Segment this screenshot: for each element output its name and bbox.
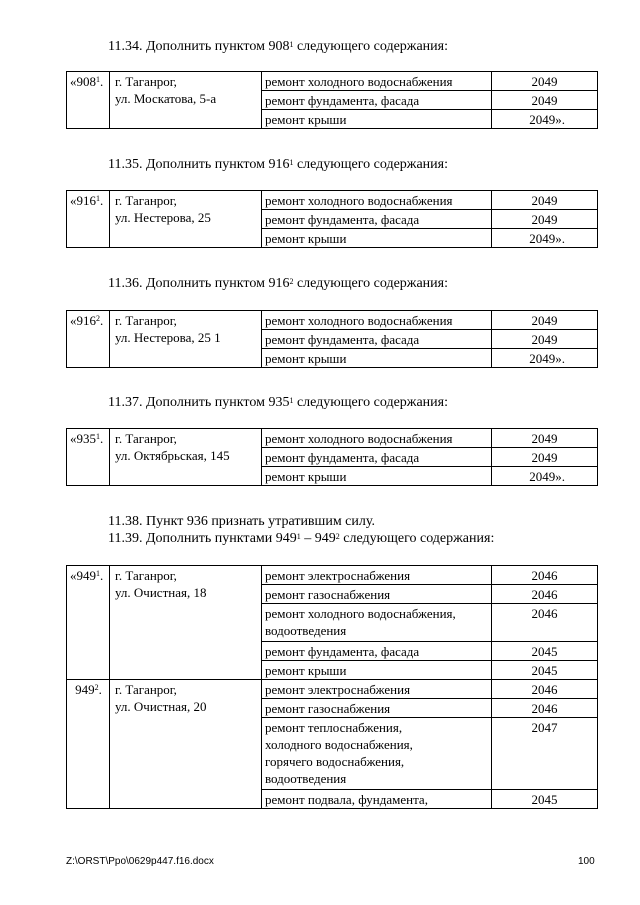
work-year: 2049 (492, 210, 598, 229)
footer-file-path: Z:\ORST\Ppo\0629p447.f16.docx (66, 856, 214, 867)
table-item-908 (66, 71, 598, 129)
work-type: ремонт холодного водоснабжения (262, 191, 492, 210)
work-type: ремонт фундамента, фасада (262, 642, 492, 661)
work-type: ремонт электроснабжения (262, 680, 492, 699)
item-address: г. Таганрог, ул. Очистная, 20 (110, 680, 262, 809)
paragraph-11-39 (108, 530, 494, 548)
work-type: ремонт крыши (262, 229, 492, 248)
work-year: 2049 (492, 448, 598, 467)
work-year: 2046 (492, 604, 598, 642)
item-address: г. Таганрог, ул. Октябрьская, 145 (110, 429, 262, 486)
work-year: 2049». (492, 349, 598, 368)
work-year: 2049 (492, 72, 598, 91)
table-item-935 (66, 428, 598, 486)
table-item-916-2 (66, 310, 598, 368)
work-type: ремонт газоснабжения (262, 585, 492, 604)
para-text: 11.37. Дополнить пунктом 935 (108, 395, 290, 410)
work-type: ремонт холодного водоснабжения, водоотведения (262, 604, 492, 642)
item-number: «$916^1$. (67, 191, 110, 248)
work-type: ремонт электроснабжения (262, 566, 492, 585)
work-year: 2049 (492, 191, 598, 210)
work-type: ремонт холодного водоснабжения (262, 72, 492, 91)
work-type: ремонт холодного водоснабжения (262, 429, 492, 448)
work-type: ремонт подвала, фундамента, (262, 790, 492, 809)
item-number: «$949^1$. (67, 566, 110, 680)
table-items-949 (66, 565, 598, 809)
item-number: «$935^1$. (67, 429, 110, 486)
work-year: 2049 (492, 311, 598, 330)
para-text: 11.36. Дополнить пунктом 916 (108, 276, 290, 291)
work-year: 2045 (492, 790, 598, 809)
item-address: г. Таганрог, ул. Нестерова, 25 (110, 191, 262, 248)
para-text: – 949 (300, 531, 336, 546)
work-year: 2049 (492, 429, 598, 448)
para-text: следующего содержания: (339, 531, 495, 546)
paragraph-11-37 (108, 394, 448, 412)
para-superscript: 1 (296, 532, 301, 541)
para-superscript: 2 (289, 277, 294, 286)
para-superscript: 2 (335, 532, 340, 541)
work-type: ремонт теплоснабжения, холодного водоснабжения, горячего водоснабжения, водоотведения (262, 718, 492, 790)
work-year: 2046 (492, 699, 598, 718)
work-year: 2046 (492, 566, 598, 585)
work-type: ремонт крыши (262, 467, 492, 486)
para-text: следующего содержания: (293, 39, 448, 54)
para-superscript: 1 (289, 158, 294, 167)
footer-page-number: 100 (578, 856, 595, 867)
work-year: 2049 (492, 91, 598, 110)
work-type: ремонт крыши (262, 349, 492, 368)
para-text: следующего содержания: (293, 157, 448, 172)
para-superscript: 1 (289, 396, 294, 405)
work-type: ремонт фундамента, фасада (262, 448, 492, 467)
work-year: 2045 (492, 642, 598, 661)
table-item-916-1 (66, 190, 598, 248)
work-type: ремонт крыши (262, 661, 492, 680)
para-text: следующего содержания: (293, 276, 448, 291)
paragraph-11-36 (108, 275, 448, 293)
work-type: ремонт холодного водоснабжения (262, 311, 492, 330)
work-type: ремонт фундамента, фасада (262, 91, 492, 110)
para-superscript: 1 (289, 40, 294, 49)
item-address: г. Таганрог, ул. Нестерова, 25 1 (110, 311, 262, 368)
work-year: 2046 (492, 680, 598, 699)
work-year: 2049». (492, 110, 598, 129)
paragraph-11-35 (108, 156, 448, 174)
work-year: 2046 (492, 585, 598, 604)
item-address: г. Таганрог, ул. Москатова, 5-а (110, 72, 262, 129)
work-year: 2049». (492, 229, 598, 248)
item-number: «$916^2$. (67, 311, 110, 368)
work-type: ремонт фундамента, фасада (262, 210, 492, 229)
item-number: «$908^1$. (67, 72, 110, 129)
para-text: 11.39. Дополнить пунктами 949 (108, 531, 297, 546)
work-type: ремонт крыши (262, 110, 492, 129)
paragraph-11-34 (108, 38, 448, 56)
work-year: 2047 (492, 718, 598, 790)
para-text: 11.35. Дополнить пунктом 916 (108, 157, 290, 172)
work-type: ремонт газоснабжения (262, 699, 492, 718)
work-type: ремонт фундамента, фасада (262, 330, 492, 349)
work-year: 2049 (492, 330, 598, 349)
item-number: $949^2$. (67, 680, 110, 809)
work-year: 2045 (492, 661, 598, 680)
paragraph-11-38: 11.38. Пункт 936 признать утратившим силу. (108, 514, 375, 529)
work-year: 2049». (492, 467, 598, 486)
item-address: г. Таганрог, ул. Очистная, 18 (110, 566, 262, 680)
para-text: 11.34. Дополнить пунктом 908 (108, 39, 290, 54)
para-text: следующего содержания: (293, 395, 448, 410)
